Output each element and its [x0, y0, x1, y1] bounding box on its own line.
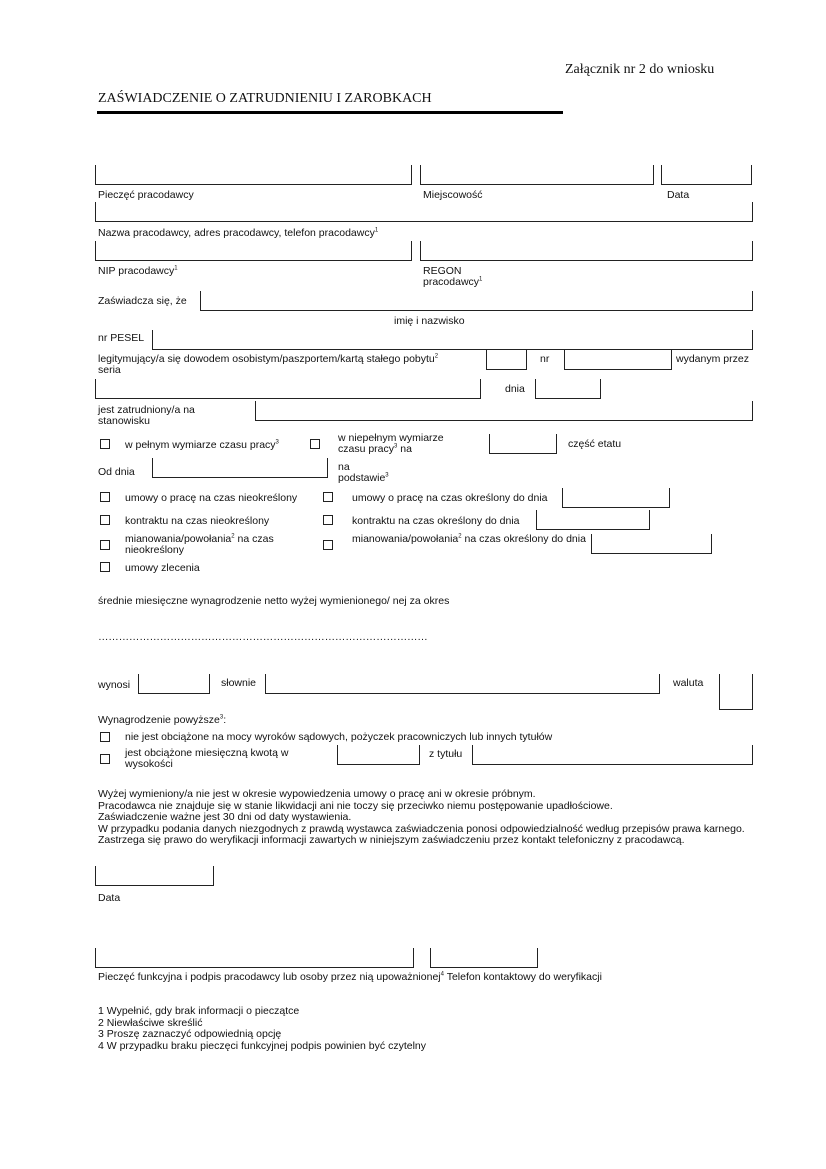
- contact-phone-field[interactable]: [430, 948, 538, 968]
- since-date-field[interactable]: [152, 458, 328, 478]
- statement-line: Pracodawca nie znajduje się w stanie likwidacji ani nie toczy się przeciwko niemu postępowanie upadłościowe.: [98, 799, 613, 812]
- issue-date-sign-label: Data: [98, 892, 121, 904]
- burden-amount-field[interactable]: [337, 745, 420, 765]
- title-underline: [97, 111, 563, 114]
- part-time-text: w niepełnym wymiarze czasu pracy: [338, 432, 444, 455]
- title-of-label: z tytułu: [429, 748, 463, 760]
- nip-field[interactable]: [95, 241, 412, 261]
- footnote-mark: 1: [479, 276, 483, 283]
- burdened-label: jest obciążone miesięczną kwotą w wysokości: [125, 747, 289, 770]
- contract-end-date-field[interactable]: [562, 488, 670, 508]
- footnote-item: 2 Niewłaściwe skreślić: [98, 1016, 203, 1029]
- contract-definite-checkbox[interactable]: [323, 492, 333, 502]
- full-name-field[interactable]: [200, 291, 753, 311]
- kontrakt-indefinite-checkbox[interactable]: [100, 515, 110, 525]
- burden-title-field[interactable]: [472, 745, 753, 765]
- amount-in-words-field[interactable]: [265, 674, 660, 694]
- regon-label-text: REGON pracodawcy: [423, 265, 480, 288]
- date-field[interactable]: [661, 165, 752, 185]
- appointment-indefinite-checkbox[interactable]: [100, 540, 110, 550]
- statement-line: W przypadku podania danych niezgodnych z prawdą wystawca zaświadczenia ponosi odpowiedzialność według przepisów prawa karnego.: [98, 822, 745, 835]
- position-field[interactable]: [255, 401, 753, 421]
- part-time-suffix: na: [397, 443, 412, 455]
- mandate-label: umowy zlecenia: [125, 562, 200, 574]
- nip-label: [98, 266, 178, 277]
- in-words-label: słownie: [221, 677, 257, 689]
- footnote-mark: 3: [275, 439, 279, 446]
- footnote-mark: 2: [231, 533, 235, 540]
- appointment-definite-checkbox[interactable]: [323, 540, 333, 550]
- period-dotted-line[interactable]: ……………………………………………………………………………………: [98, 631, 428, 643]
- footnote-mark: 2: [458, 533, 462, 540]
- regon-field[interactable]: [420, 241, 753, 261]
- place-field[interactable]: [420, 165, 654, 185]
- part-time-fraction-field[interactable]: [489, 434, 557, 454]
- not-burdened-checkbox[interactable]: [100, 732, 110, 742]
- employer-name-label-text: Nazwa pracodawcy, adres pracodawcy, telefon pracodawcy: [98, 227, 375, 239]
- id-number-field[interactable]: [564, 350, 672, 370]
- pesel-field[interactable]: [152, 330, 753, 350]
- issue-date-sign-field[interactable]: [95, 866, 214, 886]
- appointment-indefinite-label: [125, 534, 300, 556]
- statement-line: Wyżej wymieniony/a nie jest w okresie wypowiedzenia umowy o pracę ani w okresie próbnym.: [98, 788, 536, 800]
- document-title: ZAŚWIADCZENIE O ZATRUDNIENIU I ZAROBKACH: [98, 91, 432, 106]
- issued-by-field[interactable]: [95, 379, 481, 399]
- place-label: Miejscowość: [423, 189, 483, 201]
- footnote-item: 3 Proszę zaznaczyć odpowiednią opcję: [98, 1028, 282, 1040]
- id-document-text: legitymujący/a się dowodem osobistym/paszportem/kartą stałego pobytu: [98, 353, 435, 365]
- footnotes: [98, 1006, 426, 1052]
- footnote-mark: 3: [219, 714, 224, 721]
- mandate-checkbox[interactable]: [100, 562, 110, 572]
- contract-definite-label: umowy o pracę na czas określony do dnia: [352, 492, 548, 504]
- average-salary-label: średnie miesięczne wynagrodzenie netto wyżej wymienionego/ nej za okres: [98, 595, 450, 607]
- annex-label: Załącznik nr 2 do wniosku: [565, 62, 715, 77]
- appointment-end-date-field[interactable]: [591, 534, 712, 554]
- nip-label-text: NIP pracodawcy: [98, 265, 175, 277]
- signature-stamp-field[interactable]: [95, 948, 414, 968]
- certifies-label: Zaświadcza się, że: [98, 295, 187, 307]
- full-time-checkbox[interactable]: [100, 439, 110, 449]
- full-time-text: w pełnym wymiarze czasu pracy: [125, 439, 276, 451]
- issued-by-label: wydanym przez: [676, 353, 749, 365]
- basis-label: [338, 462, 398, 484]
- signature-stamp-label: [98, 972, 602, 983]
- employer-name-field[interactable]: [95, 202, 753, 222]
- colon: :: [223, 714, 227, 726]
- kontrakt-definite-label: kontraktu na czas określony do dnia: [352, 515, 520, 527]
- contract-indefinite-checkbox[interactable]: [100, 492, 110, 502]
- statements-block: [98, 789, 758, 847]
- full-name-label: imię i nazwisko: [394, 315, 465, 327]
- date-label: Data: [667, 189, 690, 201]
- basis-text: na podstawie: [338, 461, 386, 484]
- employer-name-label: [98, 228, 378, 239]
- statement-line: Zaświadczenie ważne jest 30 dni od daty wystawienia.: [98, 811, 352, 823]
- appointment-definite-label: [352, 534, 587, 545]
- not-burdened-label: nie jest obciążone na mocy wyroków sądowych, pożyczek pracowniczych lub innych tytułów: [125, 731, 553, 743]
- kontrakt-indefinite-label: kontraktu na czas nieokreślony: [125, 515, 270, 527]
- kontrakt-definite-checkbox[interactable]: [323, 515, 333, 525]
- id-series-field[interactable]: [486, 350, 527, 370]
- position-label: jest zatrudniony/a na stanowisku: [98, 404, 195, 427]
- footnote-item: 4 W przypadku braku pieczęci funkcyjnej podpis powinien być czytelny: [98, 1039, 426, 1052]
- issue-date-label: dnia: [505, 383, 525, 395]
- footnote-mark: 2: [434, 353, 439, 360]
- part-time-checkbox[interactable]: [310, 439, 320, 449]
- contract-indefinite-label: umowy o pracę na czas nieokreślony: [125, 492, 298, 504]
- footnote-mark: 4: [440, 971, 444, 978]
- appointment-definite-rest: na czas określony do dnia: [461, 533, 586, 545]
- appointment-definite-text: mianowania/powołania: [352, 533, 459, 545]
- contact-phone-label: Telefon kontaktowy do weryfikacji: [446, 971, 602, 983]
- footnote-mark: 1: [174, 265, 178, 272]
- regon-label: [423, 266, 503, 288]
- id-document-label: [98, 354, 473, 376]
- id-number-label: nr: [540, 353, 550, 365]
- full-time-label: [125, 440, 279, 451]
- currency-label: waluta: [673, 677, 704, 689]
- burdened-checkbox[interactable]: [100, 754, 110, 764]
- footnote-mark: 3: [394, 443, 398, 450]
- pesel-label: nr PESEL: [98, 332, 145, 344]
- signature-stamp-text: Pieczęć funkcyjna i podpis pracodawcy lub osoby przez nią upoważnionej: [98, 971, 441, 983]
- appointment-indefinite-rest: na czas nieokreślony: [125, 533, 274, 556]
- employer-stamp-field[interactable]: [95, 165, 412, 185]
- kontrakt-end-date-field[interactable]: [536, 510, 650, 530]
- series-label: seria: [98, 364, 121, 376]
- amount-field[interactable]: [138, 674, 210, 694]
- footnote-item: 1 Wypełnić, gdy brak informacji o pieczątce: [98, 1005, 300, 1017]
- salary-above-text: Wynagrodzenie powyższe: [98, 714, 220, 726]
- currency-field[interactable]: [719, 674, 753, 710]
- fraction-label: część etatu: [568, 438, 622, 450]
- statement-line: Zastrzega się prawo do weryfikacji informacji zawartych w niniejszym zaświadczeniu przez kontakt telefoniczny z pracodawcą.: [98, 834, 685, 846]
- footnote-mark: 3: [385, 472, 389, 479]
- part-time-label: [338, 433, 468, 455]
- salary-above-label: [98, 715, 226, 726]
- appointment-indefinite-text: mianowania/powołania: [125, 533, 232, 545]
- employer-stamp-label: Pieczęć pracodawcy: [98, 189, 194, 201]
- issue-date-field[interactable]: [535, 379, 601, 399]
- amount-label: wynosi: [98, 679, 131, 691]
- since-label: Od dnia: [98, 466, 135, 478]
- footnote-mark: 1: [374, 227, 379, 234]
